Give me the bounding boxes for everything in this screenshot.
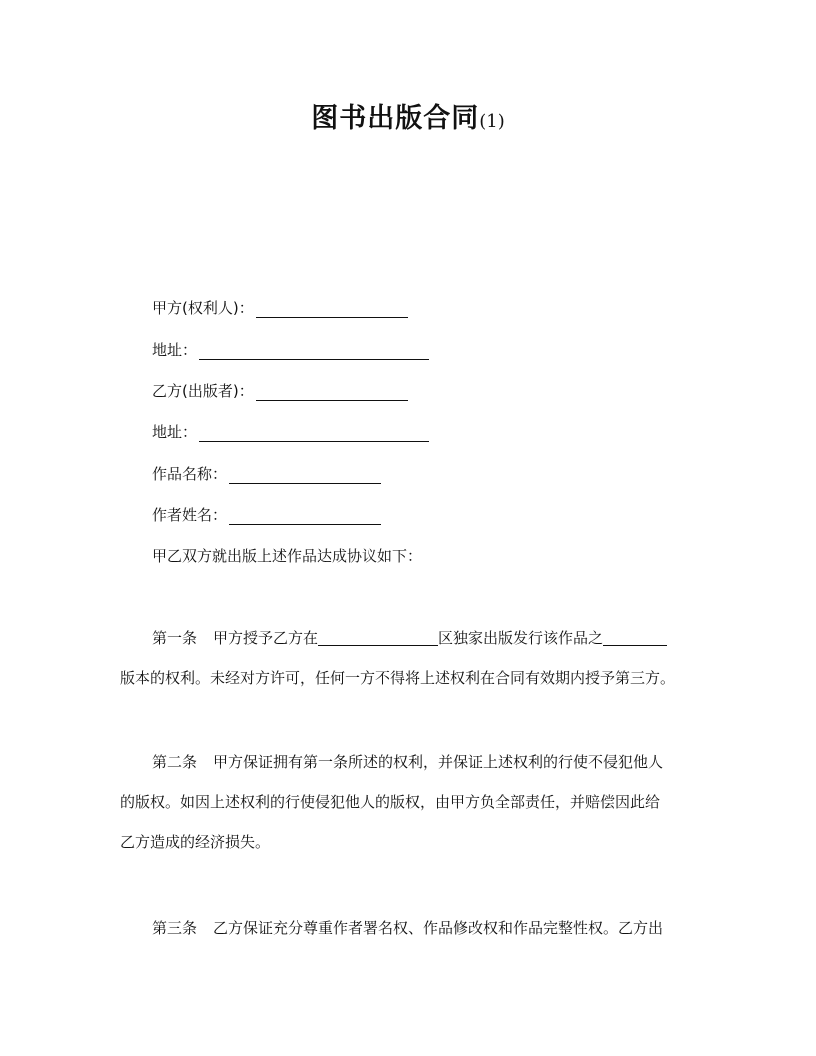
article-line: 的版权。如因上述权利的行使侵犯他人的版权，由甲方负全部责任，并赔偿因此给: [120, 793, 661, 811]
article-text: 乙方保证充分尊重作者署名权、作品修改权和作品完整性权。乙方出: [213, 919, 664, 937]
field-label: 甲方(权利人)：: [152, 299, 254, 317]
intro-text: [152, 546, 422, 566]
field-label: 作品名称：: [152, 465, 228, 483]
field-label: 乙方(出版者)：: [152, 382, 254, 400]
version-blank[interactable]: [603, 630, 667, 646]
field-blank[interactable]: [229, 468, 381, 484]
article-1: [120, 618, 700, 698]
field-blank[interactable]: [199, 344, 429, 360]
field-label: 作者姓名：: [152, 506, 228, 524]
article-text: 甲方保证拥有第一条所述的权利，并保证上述权利的行使不侵犯他人: [213, 753, 664, 771]
article-line: 乙方造成的经济损失。: [120, 833, 271, 851]
region-blank[interactable]: [318, 630, 438, 646]
field-blank[interactable]: [229, 509, 381, 525]
field-label: 地址：: [152, 341, 198, 359]
field-party-b: [152, 381, 408, 401]
field-party-a-address: [152, 340, 429, 360]
article-line: [120, 742, 700, 782]
field-party-a: [152, 298, 408, 318]
article-text: 区独家出版发行该作品之: [438, 629, 604, 647]
article-line: 版本的权利。未经对方许可，任何一方不得将上述权利在合同有效期内授予第三方。: [120, 669, 676, 687]
article-line: [120, 618, 700, 658]
intro-label: 甲乙双方就出版上述作品达成协议如下：: [152, 547, 423, 565]
article-number: 第三条: [152, 919, 198, 937]
document-title: [0, 96, 816, 135]
title-main: 图书出版合同: [311, 103, 480, 134]
article-line: [120, 908, 700, 948]
field-author-name: [152, 505, 381, 525]
field-work-title: [152, 464, 381, 484]
article-number: 第一条: [152, 629, 198, 647]
article-text: 甲方授予乙方在: [213, 629, 319, 647]
title-suffix: (1): [479, 111, 505, 132]
field-blank[interactable]: [199, 426, 429, 442]
article-number: 第二条: [152, 753, 198, 771]
field-party-b-address: [152, 422, 429, 442]
field-blank[interactable]: [256, 302, 408, 318]
article-3: [120, 908, 700, 948]
field-label: 地址：: [152, 423, 198, 441]
article-2: [120, 742, 700, 862]
field-blank[interactable]: [256, 385, 408, 401]
